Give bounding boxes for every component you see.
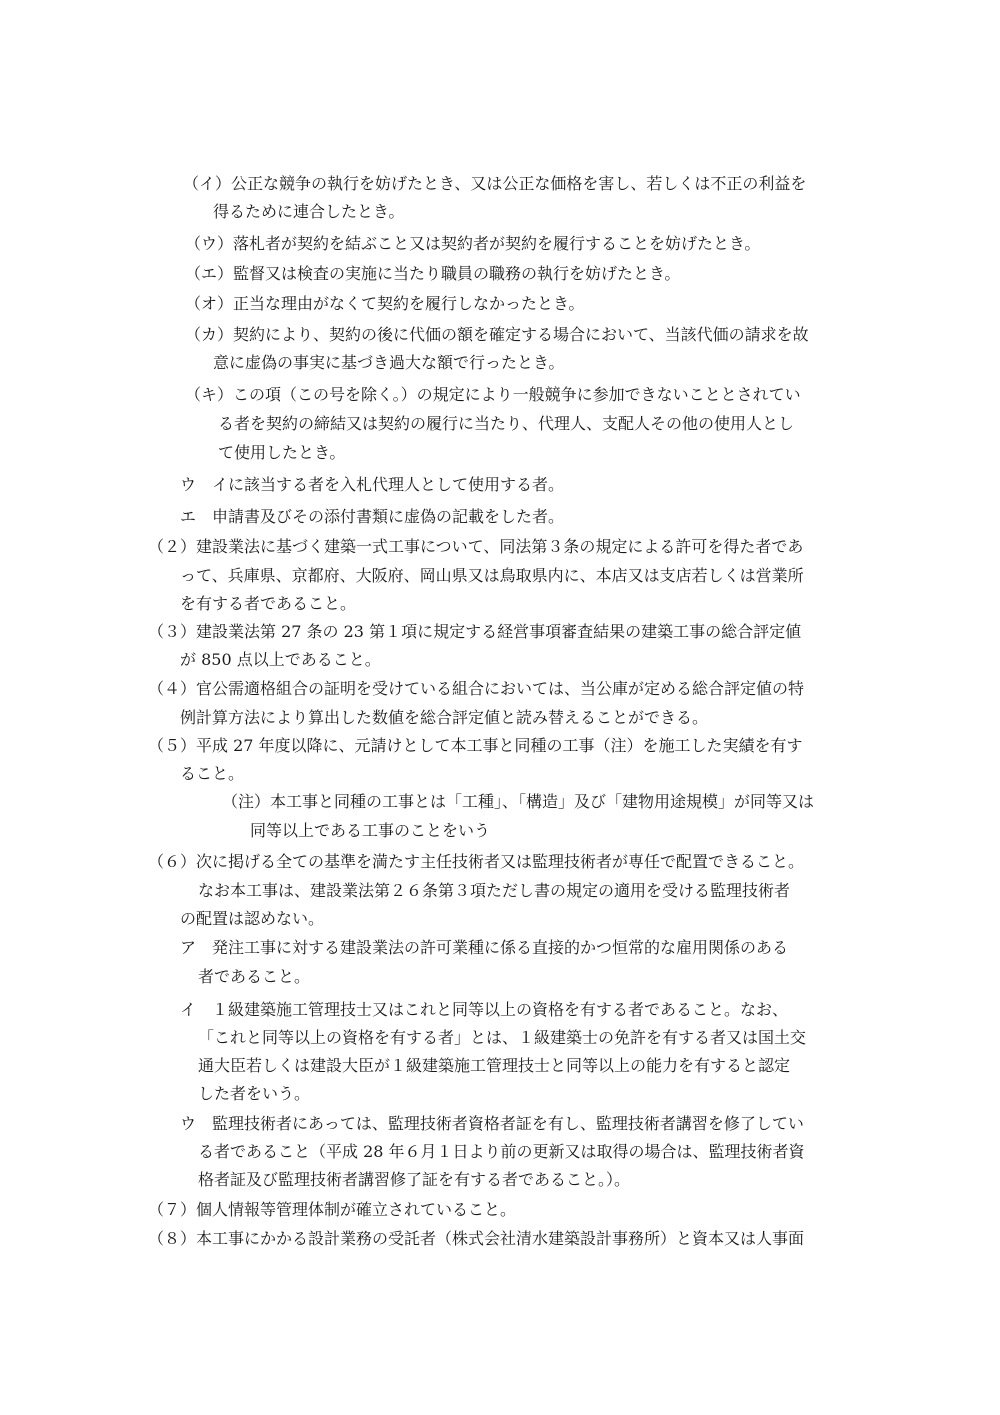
text-line: 例計算方法により算出した数値を総合評定値と読み替えることができる。	[180, 708, 709, 727]
text-line: （３）建設業法第 27 条の 23 第１項に規定する経営事項審査結果の建築工事の総合評定値	[148, 622, 802, 641]
text-line: 格者証及び監理技術者講習修了証を有する者であること。）。	[198, 1170, 631, 1189]
text-line: （２）建設業法に基づく建築一式工事について、同法第３条の規定による許可を得た者であ	[148, 537, 804, 556]
text-line: エ 申請書及びその添付書類に虚偽の記載をした者。	[180, 507, 565, 526]
text-line: （イ）公正な競争の執行を妨げたとき、又は公正な価格を害し、若しくは不正の利益を	[183, 174, 807, 193]
text-line: る者であること（平成 28 年６月１日より前の更新又は取得の場合は、監理技術者資	[198, 1142, 805, 1161]
text-line: ること。	[180, 764, 245, 783]
text-line: （カ）契約により、契約の後に代価の額を確定する場合において、当該代価の請求を故	[185, 325, 809, 344]
text-line: 意に虚偽の事実に基づき過大な額で行ったとき。	[213, 353, 565, 372]
text-line: て使用したとき。	[218, 443, 346, 462]
text-line: （８）本工事にかかる設計業務の受託者（株式会社清水建築設計事務所）と資本又は人事面	[148, 1229, 805, 1248]
text-line: る者を契約の締結又は契約の履行に当たり、代理人、支配人その他の使用人とし	[218, 414, 795, 433]
text-line: イ １級建築施工管理技士又はこれと同等以上の資格を有する者であること。なお、	[180, 1000, 789, 1019]
text-line: って、兵庫県、京都府、大阪府、岡山県又は鳥取県内に、本店又は支店若しくは営業所	[180, 566, 804, 585]
text-line: （エ）監督又は検査の実施に当たり職員の職務の執行を妨げたとき。	[185, 264, 681, 283]
text-line: の配置は認めない。	[180, 909, 325, 928]
text-line: なお本工事は、建設業法第２６条第３項ただし書の規定の適用を受ける監理技術者	[198, 881, 791, 900]
text-line: （４）官公需適格組合の証明を受けている組合においては、当公庫が定める総合評定値の特	[148, 679, 805, 698]
text-line: 通大臣若しくは建設大臣が１級建築施工管理技士と同等以上の能力を有すると認定	[198, 1056, 791, 1075]
text-line: が 850 点以上であること。	[180, 650, 381, 669]
text-line: （キ）この項（この号を除く。）の規定により一般競争に参加できないこととされてい	[185, 385, 801, 404]
text-line: ウ イに該当する者を入札代理人として使用する者。	[180, 475, 565, 494]
text-line: ア 発注工事に対する建設業法の許可業種に係る直接的かつ恒常的な雇用関係のある	[180, 938, 789, 957]
text-line: した者をいう。	[198, 1084, 311, 1103]
text-line: 同等以上である工事のことをいう	[250, 821, 491, 840]
text-line: ウ 監理技術者にあっては、監理技術者資格者証を有し、監理技術者講習を修了してい	[180, 1114, 804, 1133]
text-line: を有する者であること。	[180, 594, 357, 613]
text-line: （５）平成 27 年度以降に、元請けとして本工事と同種の工事（注）を施工した実績を有す	[148, 736, 803, 755]
text-line: 者であること。	[198, 967, 311, 986]
text-line: 得るために連合したとき。	[213, 202, 405, 221]
text-line: 「これと同等以上の資格を有する者」とは、１級建築士の免許を有する者又は国土交	[198, 1028, 807, 1047]
text-line: （６）次に掲げる全ての基準を満たす主任技術者又は監理技術者が専任で配置できること。	[148, 852, 805, 871]
text-line: （オ）正当な理由がなくて契約を履行しなかったとき。	[185, 294, 585, 313]
text-line: （ウ）落札者が契約を結ぶこと又は契約者が契約を履行することを妨げたとき。	[185, 234, 761, 253]
text-line: （注）本工事と同種の工事とは「工種」、「構造」及び「建物用途規模」が同等又は	[222, 792, 815, 811]
text-line: （７）個人情報等管理体制が確立されていること。	[148, 1200, 517, 1219]
